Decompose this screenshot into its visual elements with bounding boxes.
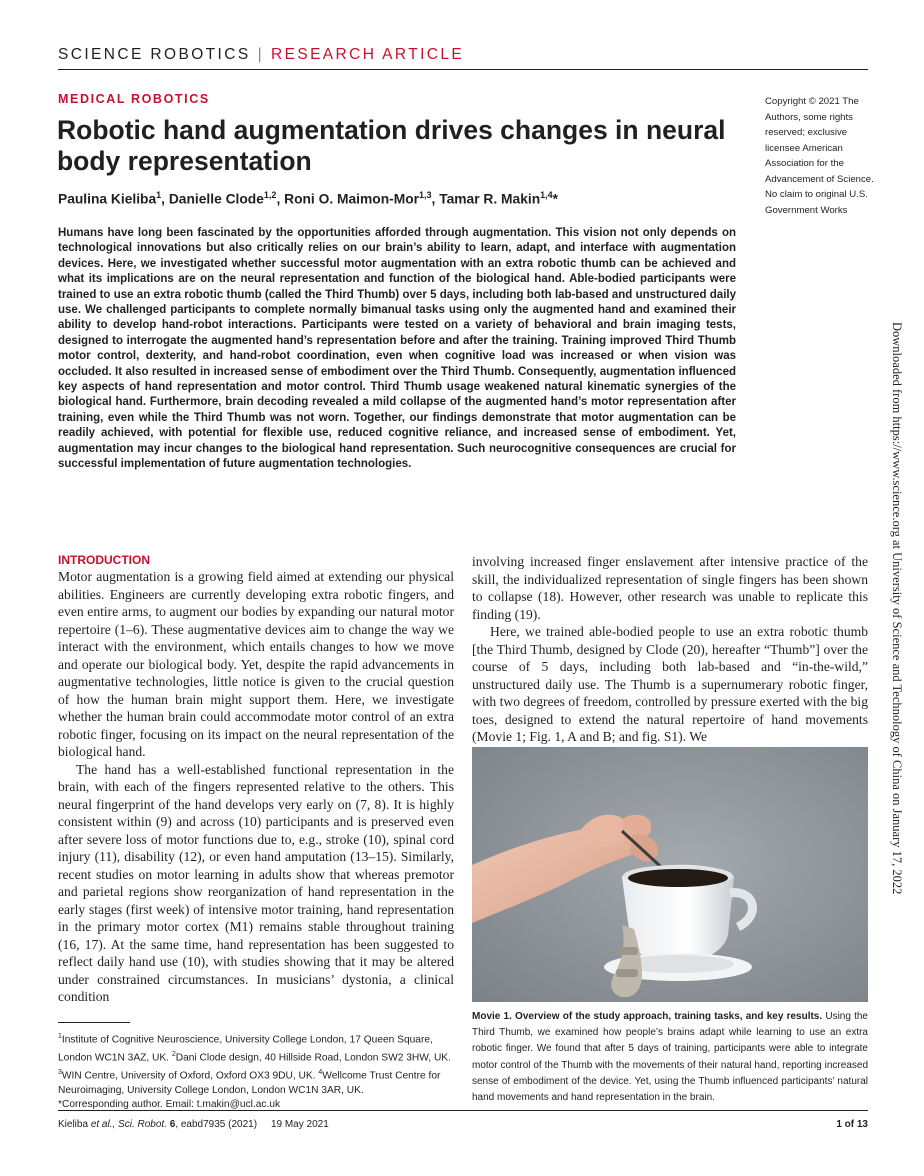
corresponding-author[interactable]: *Corresponding author. Email: t.makin@ucl.ac.uk xyxy=(58,1099,281,1111)
author-separator: , xyxy=(431,191,440,207)
header-separator: | xyxy=(257,46,264,63)
author-name: Danielle Clode xyxy=(168,191,264,207)
right-column xyxy=(472,553,868,746)
author-name: Tamar R. Makin xyxy=(439,191,541,207)
body-paragraph: Here, we trained able-bodied people to use an extra robotic thumb [the Third Thumb, designed by Clode (20), hereafter “Thumb”] over the course of 5 days, including both lab-based and “in-the-wild,” unstructured daily use. The Thumb is a supernumerary robotic finger, with two degrees of freedom, controlled by pressure exerted with the big toes, designed to extend the natural repertoire of hand movements (Movie 1; Fig. 1, A and B; and fig. S1). We xyxy=(472,624,868,744)
author-list xyxy=(58,190,738,207)
journal-header xyxy=(58,46,868,68)
affiliation-number: 2 xyxy=(171,1050,176,1058)
movie-caption-text: Using the Third Thumb, we examined how people’s brains adapt while learning to use an extra robotic finger. We found that after 5 days of training, participants were able to integrate motor control of the Thumb with the movements of their natural hand, reporting increased sense of embodiment of the device. Yet, using the Thumb influenced participants’ natural hand movements and hand representation in the brain. xyxy=(472,1011,868,1104)
body-paragraph: The hand has a well-established functional representation in the brain, with each of the fingers represented relative to the others. This neural fingerprint of the hand develops very early on (7, 8). It is highly consistent within (9) and across (10) participants and is preserved even after severe loss of motor functions due to, e.g., stroke (10), spinal cord injury (11), disability (12), or even hand amputation (13–15). Similarly, recent studies on motor learning in adults show that whereas premotor and parietal regions show reorganization of hand representation in the early stages (first week) of intensive motor training, hand representation in the primary motor cortex (M1) remains stable throughout training (16, 17). At the same time, hand representation has been suggested to reflect daily hand use (10), with studies showing that it may be altered under constrained circumstances. In musicians’ dystonia, a clinical condition xyxy=(58,761,454,1004)
copyright-notice: Copyright © 2021 The Authors, some rights reserved; exclusive licensee American Association for the Advancement of Science. No claim to original U.S. Government Works xyxy=(765,96,874,216)
affiliation-text: WIN Centre, University of Oxford, Oxford OX3 9DU, UK. xyxy=(61,1070,319,1082)
author-separator: , xyxy=(276,191,285,207)
citation-volume: 6 xyxy=(169,1119,176,1130)
affiliation-number: 3 xyxy=(58,1068,62,1076)
article-title: Robotic hand augmentation drives changes in neural body representation xyxy=(57,115,726,176)
author-separator: , xyxy=(161,191,169,207)
author-name: Roni O. Maimon-Mor xyxy=(284,191,419,207)
introduction-body-continued xyxy=(472,553,868,746)
introduction-body xyxy=(58,568,454,1006)
author-name: Paulina Kieliba xyxy=(58,191,157,207)
affiliations-footnote xyxy=(58,1030,458,1113)
citation-journal: , Sci. Robot. xyxy=(112,1119,170,1130)
body-paragraph: involving increased finger enslavement after intensive practice of the skill, the individualized representation of single fingers has been shown to collapse (18). However, other research was unable to replicate this finding (19). xyxy=(472,554,868,622)
footer-rule xyxy=(58,1110,868,1111)
citation-rest: , eabd7935 (2021) 19 May 2021 xyxy=(175,1119,329,1130)
affiliation-text: Dani Clode design, 40 Hillside Road, London SW2 3HW, UK. xyxy=(175,1052,451,1064)
article-type: RESEARCH ARTICLE xyxy=(271,46,465,63)
page-number: 1 of 13 xyxy=(836,1119,868,1130)
affiliation-number: 4 xyxy=(318,1068,323,1076)
author-affiliation: 1 xyxy=(156,190,162,200)
affiliation-text: Institute of Cognitive Neuroscience, University College London, 17 Queen Square, London WC1N 3AZ, UK. xyxy=(58,1034,433,1064)
robotic-thumb-cup-photo xyxy=(472,747,868,1002)
movie-caption-title: Movie 1. Overview of the study approach, training tasks, and key results. xyxy=(472,1011,823,1022)
movie-thumbnail[interactable] xyxy=(472,747,868,1002)
introduction-heading: INTRODUCTION xyxy=(58,553,150,567)
body-paragraph: Motor augmentation is a growing field aimed at extending our physical abilities. Engineers are currently developing extra robotic fingers, and even entire arms, to augment our bodies by expanding our natural motor repertoire (1–6). These augmentative devices aim to change the way we interact with the environment, which entails changes to how we move and operate our biological body. Yet, despite the rapid advancements in augmentative technologies, little notice is given to the crucial question of how the human brain might support them. Here, we investigate whether the human brain could accommodate motor control of an extra robotic finger, focusing on its impact on the neural representation of the biological hand. xyxy=(58,569,454,759)
section-tag: MEDICAL ROBOTICS xyxy=(58,92,210,106)
header-rule xyxy=(58,69,868,70)
affiliation-number: 1 xyxy=(58,1033,62,1040)
corresponding-marker: * xyxy=(552,191,559,207)
affiliation-text: Wellcome Trust Centre for Neuroimaging, University College London, London WC1N 3AR, UK. xyxy=(58,1070,441,1096)
author-affiliation: 1,4 xyxy=(540,190,553,200)
author-affiliation: 1,2 xyxy=(263,190,277,200)
left-column xyxy=(58,553,454,1006)
movie-caption xyxy=(472,1009,868,1106)
download-note: Downloaded from https://www.science.org at University of Science and Technology of China on January 17, 2022 xyxy=(890,322,904,895)
author-affiliation: 1,3 xyxy=(419,190,432,200)
abstract: Humans have long been fascinated by the opportunities afforded through augmentation. This vision not only depends on technological innovations but also critically relies on our brain’s ability to learn, adapt, and interface with augmentation devices. Here, we investigated whether successful motor augmentation with an extra robotic thumb can be achieved and what its implications are on the neural representation and function of the biological hand. Able-bodied participants were trained to use an extra robotic thumb (called the Third Thumb) over 5 days, including both lab-based and unstructured daily use. We challenged participants to complete normally bimanual tasks using only the augmented hand and examined their ability to develop hand-robot interactions. Participants were tested on a variety of behavioral and brain imaging tests, designed to interrogate the augmented hand’s representation before and after the training. Training improved Third Thumb motor control, dexterity, and hand-robot coordination, even when cognitive load was increased or when vision was occluded. It also resulted in increased sense of embodiment over the Third Thumb. Consequently, augmentation influenced key aspects of hand representation and motor control. Third Thumb usage weakened natural kinematic synergies of the biological hand. Furthermore, brain decoding revealed a mild collapse of the augmented hand’s motor representation after training, even while the Third Thumb was not worn. Together, our findings demonstrate that motor augmentation can be readily achieved, with potential for flexible use, reduced cognitive reliance, and increased sense of embodiment. Yet, augmentation may incur changes to the biological hand representation. Such neurocognitive consequences are crucial for successful implementation of future augmentation technologies. xyxy=(58,227,736,471)
footer-citation xyxy=(58,1119,329,1130)
citation-etal: et al. xyxy=(90,1119,113,1130)
citation-author: Kieliba xyxy=(58,1119,91,1130)
journal-name: SCIENCE ROBOTICS xyxy=(58,46,251,63)
footnote-rule xyxy=(58,1022,130,1023)
